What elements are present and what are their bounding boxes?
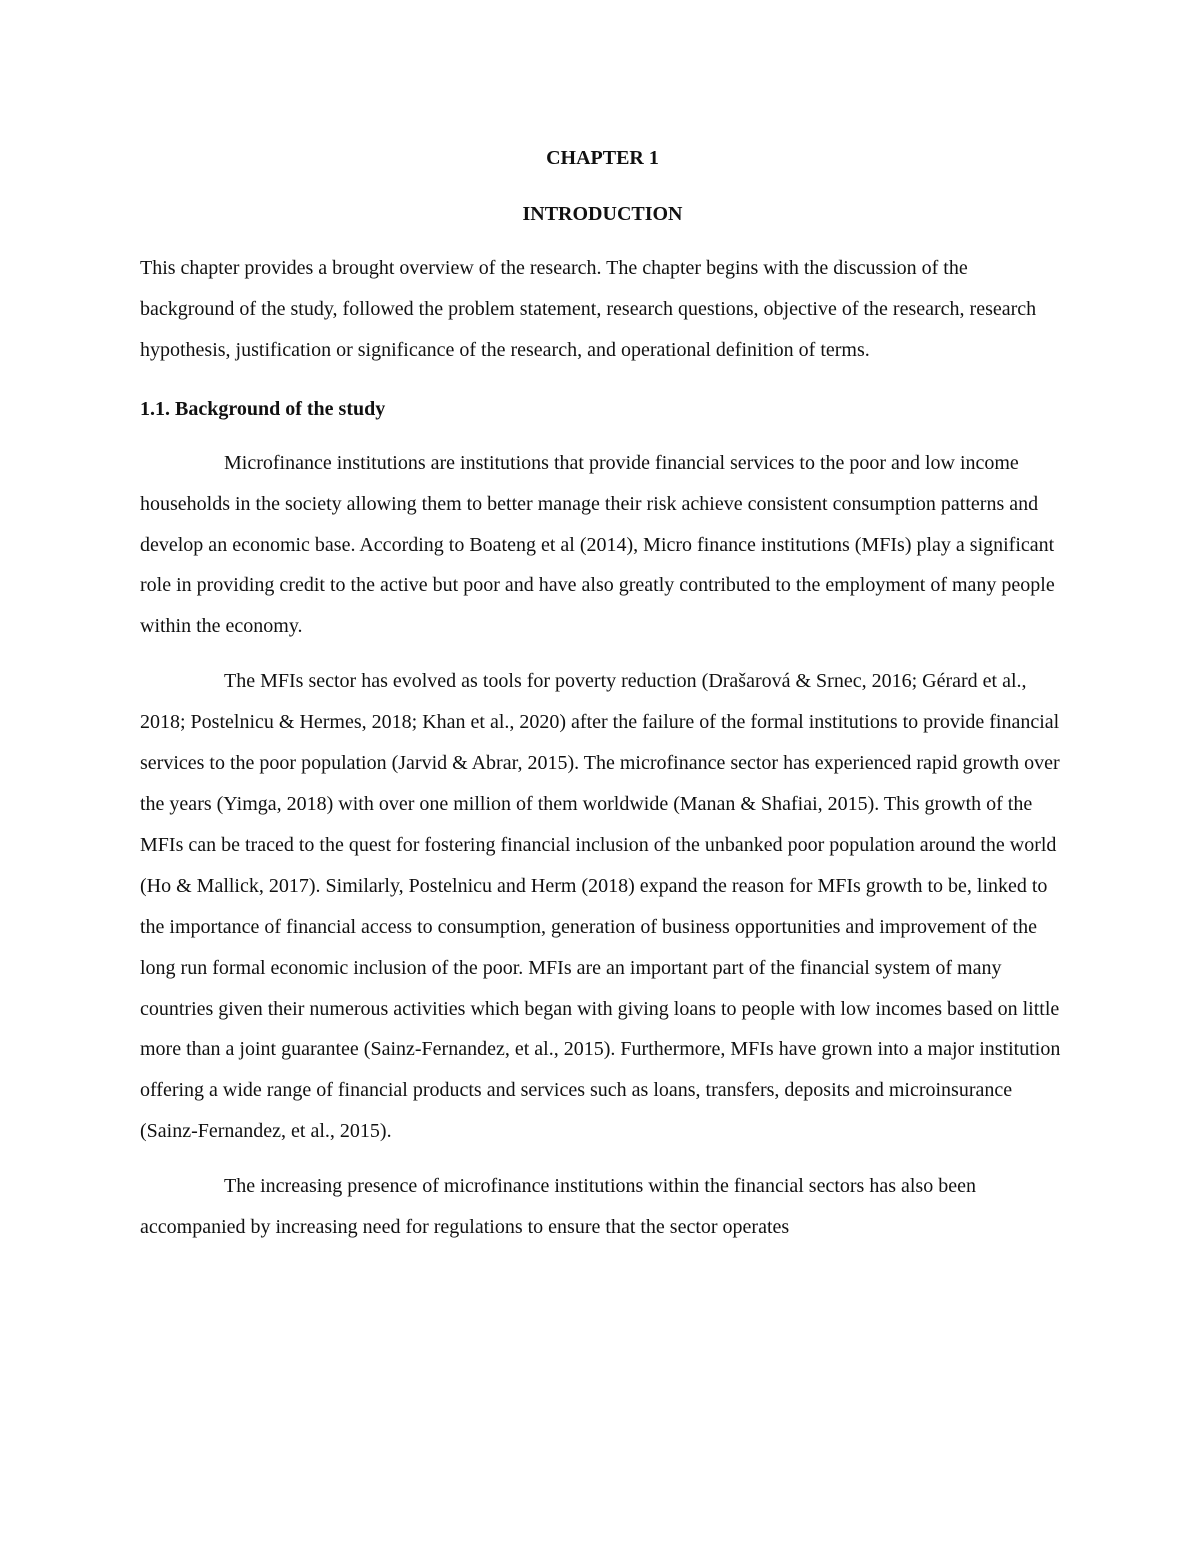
body-paragraph-2: The MFIs sector has evolved as tools for poverty reduction (Drašarová & Srnec, 2016; Gérard et al., 2018; Postelnicu & Hermes, 2018; Khan et al., 2020) after the failure of the formal institutions to provide financial services to the poor population (Jarvid & Abrar, 2015). The microfinance sector has experienced rapid growth over the years (Yimga, 2018) with over one million of them worldwide (Manan & Shafiai, 2015). This growth of the MFIs can be traced to the quest for fostering financial inclusion of the unbanked poor population around the world (Ho & Mallick, 2017). Similarly, Postelnicu and Herm (2018) expand the reason for MFIs growth to be, linked to the importance of financial access to consumption, generation of business opportunities and improvement of the long run formal economic inclusion of the poor. MFIs are an important part of the financial system of many countries given their numerous activities which began with giving loans to people with low incomes based on little more than a joint guarantee (Sainz-Fernandez, et al., 2015). Furthermore, MFIs have grown into a major institution offering a wide range of financial products and services such as loans, transfers, deposits and microinsurance (Sainz-Fernandez, et al., 2015). <box>140 670 1061 1143</box>
section-heading: 1.1. Background of the study <box>140 397 386 420</box>
page-content <box>140 138 1065 1248</box>
intro-paragraph: This chapter provides a brought overview of the research. The chapter begins with the discussion of the background of the study, followed the problem statement, research questions, objective of the research, research hypothesis, justification or significance of the research, and operational definition of terms. <box>140 257 1037 361</box>
chapter-title: INTRODUCTION <box>522 203 683 225</box>
body-paragraph-3: The increasing presence of microfinance institutions within the financial sectors has also been accompanied by increasing need for regulations to ensure that the sector operates <box>140 1175 976 1239</box>
body-paragraph-1: Microfinance institutions are institutions that provide financial services to the poor and low income households in the society allowing them to better manage their risk achieve consistent consumption patterns and develop an economic base. According to Boateng et al (2014), Micro finance institutions (MFIs) play a significant role in providing credit to the active but poor and have also greatly contributed to the employment of many people within the economy. <box>140 451 1055 638</box>
chapter-number: CHAPTER 1 <box>546 147 659 169</box>
